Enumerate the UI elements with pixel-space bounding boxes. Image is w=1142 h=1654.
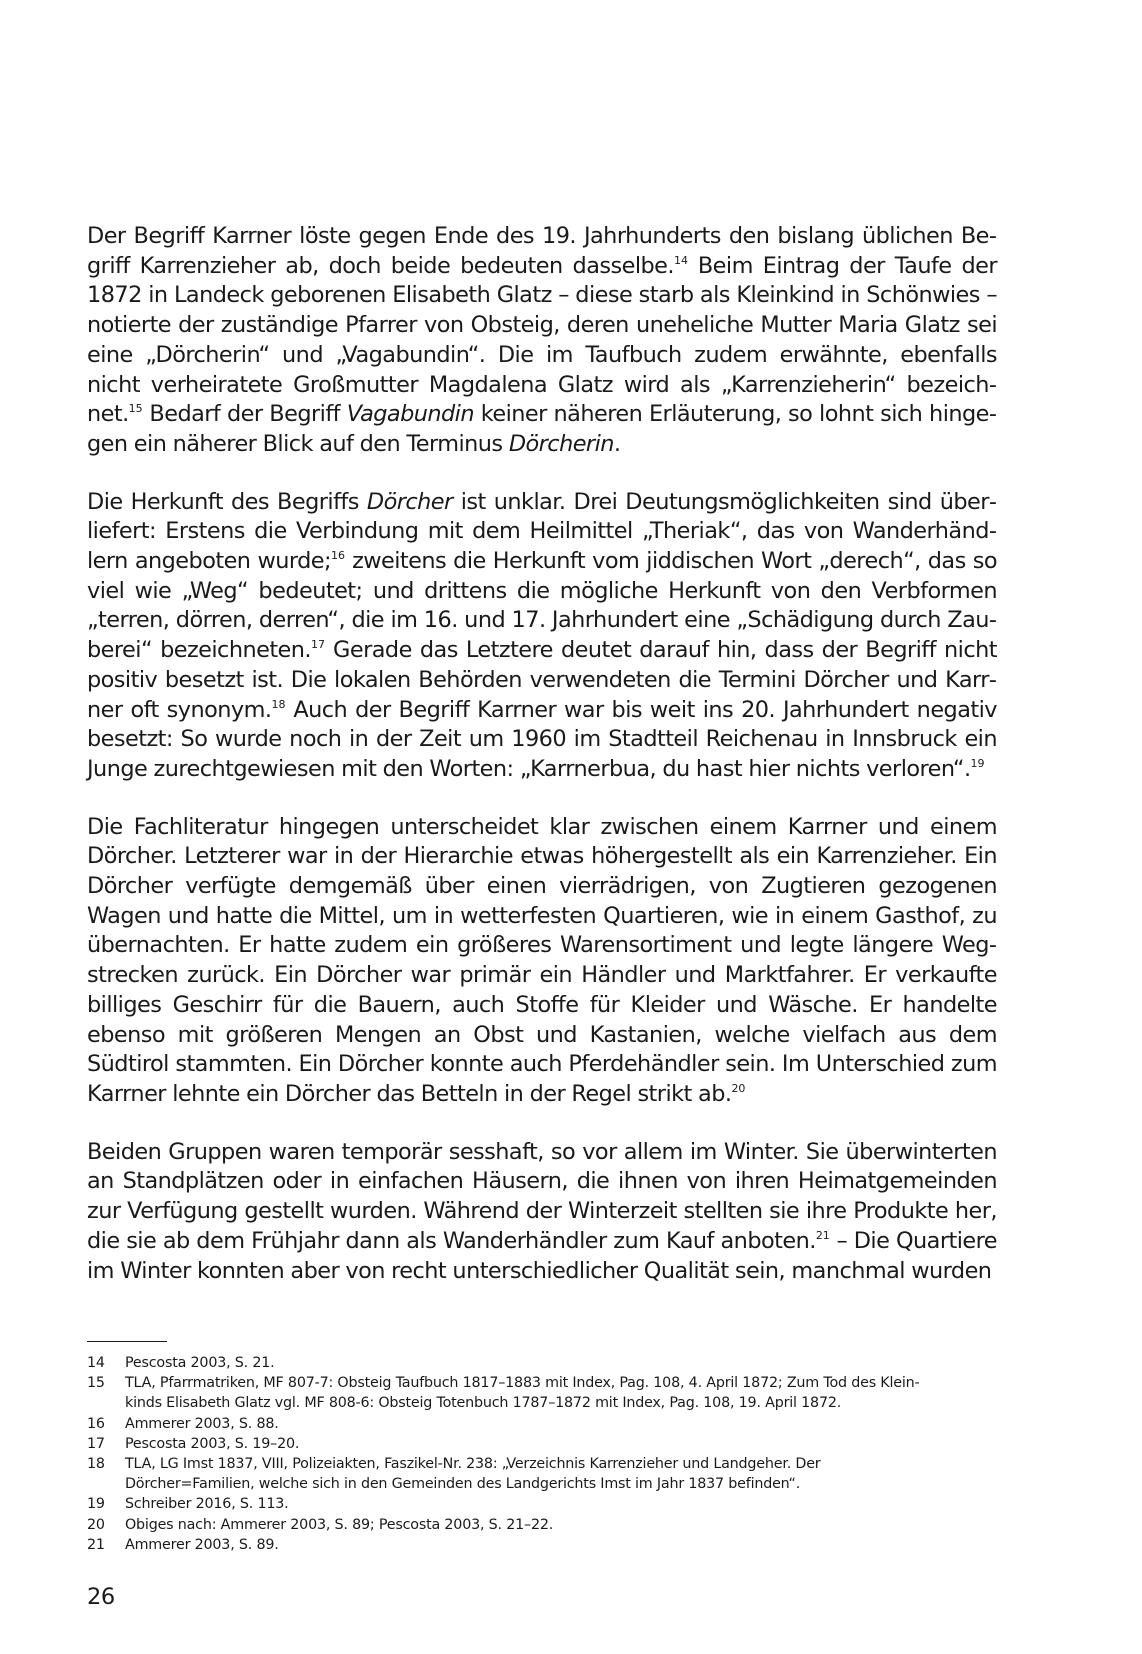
footnote-line: Ammerer 2003, S. 89. bbox=[125, 1536, 279, 1553]
paragraph-text: Die Fachliteratur hingegen unterscheidet klar zwischen einem Karrner und einem Dörcher. Letzterer war in der Hierarchie etwas höhergestellt als ein Karrenzieher. Ein Dörcher verfügte demgemäß über einen vierrädrigen, von Zugtieren gezogenen Wagen und hatte die Mittel, um in wetterfesten Quartieren, wie in einem Gasthof, zu übernachten. Er hatte zudem ein größeres Warensortiment und legte längere Wegstrecken zurück. Ein Dörcher war primär ein Händler und Marktfahrer. Er verkaufte billiges Geschirr für die Bauern, auch Stoffe für Kleider und Wäsche. Er handelte ebenso mit größeren Mengen an Obst und Kastanien, welche vielfach aus dem Südtirol stammten. Ein Dörcher konnte auch Pferdehändler sein. Im Unterschied zum Karrner lehnte ein Dörcher das Betteln in der Regel strikt ab. bbox=[87, 813, 997, 1107]
paragraph-text: Die Herkunft des Begriffs bbox=[87, 488, 367, 515]
footnote-line: TLA, Pfarrmatriken, MF 807-7: Obsteig Taufbuch 1817–1883 mit Index, Pag. 108, 4. April 1872; Zum Tod des Klein- bbox=[125, 1375, 920, 1392]
paragraph-text: Gerade das Letztere deutet darauf hin, dass der Begriff nicht positiv besetzt ist. Die lokalen Behörden verwendeten die Termini Dörcher und Karrner oft synonym. bbox=[87, 637, 997, 723]
footnote-text bbox=[125, 1515, 987, 1535]
footnote-text bbox=[125, 1373, 987, 1413]
paragraph-text: Beim Eintrag der Taufe der 1872 in Landeck geborenen Elisabeth Glatz – diese starb als Kleinkind in Schönwies – notierte der zuständige Pfarrer von Obsteig, deren uneheliche Mutter Maria Glatz sei eine „Dörcherin“ und „Vagabundin“. Die im Taufbuch zudem erwähnte, ebenfalls nicht verheiratete Großmutter Magdalena Glatz wird als „Karrenzieherin“ bezeichnet. bbox=[87, 252, 997, 428]
paragraph-text: Bedarf der Begriff bbox=[142, 401, 347, 428]
footnote-line: Dörcher=Familien, welche sich in den Gemeinden des Landgerichts Imst im Jahr 1837 befinden“. bbox=[125, 1476, 801, 1493]
body-paragraph bbox=[87, 222, 997, 460]
footnote-text bbox=[125, 1454, 987, 1494]
footnote-line: Obiges nach: Ammerer 2003, S. 89; Pescosta 2003, S. 21–22. bbox=[125, 1516, 554, 1533]
footnote-text bbox=[125, 1434, 987, 1454]
footnote-number: 20 bbox=[87, 1516, 105, 1533]
emphasized-term: Dörcher bbox=[366, 488, 453, 515]
footnote bbox=[87, 1434, 987, 1454]
footnote-text bbox=[125, 1494, 987, 1514]
body-text bbox=[87, 222, 997, 1286]
footnote-reference: 18 bbox=[271, 697, 286, 711]
footnote-reference: 15 bbox=[128, 402, 143, 416]
footnote-text bbox=[125, 1353, 987, 1373]
page-number: 26 bbox=[87, 1584, 115, 1610]
body-paragraph bbox=[87, 813, 997, 1110]
footnote-line: Ammerer 2003, S. 88. bbox=[125, 1415, 279, 1432]
paragraph-text: – Die Quartiere im Winter konnten aber von recht unterschiedlicher Qualität sein, manchmal wurden bbox=[87, 1227, 998, 1284]
paragraph-text: Der Begriff Karrner löste gegen Ende des 19. Jahrhunderts den bislang üblichen Begriff Karrenzieher ab, doch beide bedeuten dasselbe. bbox=[87, 223, 997, 279]
footnote-separator bbox=[87, 1341, 167, 1342]
paragraph-text: ist unklar. Drei Deutungsmöglichkeiten sind überliefert: Erstens die Verbindung mit dem Heilmittel „Theriak“, das von Wanderhändlern angeboten wurde; bbox=[87, 488, 997, 575]
footnote-reference: 21 bbox=[815, 1228, 830, 1242]
footnote bbox=[87, 1454, 987, 1494]
footnote-number: 18 bbox=[87, 1456, 105, 1473]
footnote-line: Schreiber 2016, S. 113. bbox=[125, 1496, 289, 1513]
footnote-reference: 20 bbox=[731, 1081, 746, 1095]
footnote-reference: 14 bbox=[673, 253, 688, 267]
paragraph-text: Auch der Begriff Karrner war bis weit ins 20. Jahrhundert negativ besetzt: So wurde noch in der Zeit um 1960 im Stadtteil Reichenau in Innsbruck ein Junge zurechtgewiesen mit den Worten: „Karrnerbua, du hast hier nichts verloren“. bbox=[87, 696, 997, 782]
footnote-text bbox=[125, 1535, 987, 1555]
footnote-number: 17 bbox=[87, 1435, 105, 1452]
footnote-reference: 17 bbox=[310, 638, 325, 652]
footnote bbox=[87, 1353, 987, 1373]
footnote-number: 21 bbox=[87, 1536, 105, 1553]
footnote-reference: 16 bbox=[331, 549, 346, 563]
body-paragraph bbox=[87, 1138, 997, 1287]
paragraph-text: . bbox=[613, 430, 621, 457]
footnote bbox=[87, 1494, 987, 1514]
footnote bbox=[87, 1414, 987, 1434]
footnote bbox=[87, 1515, 987, 1535]
body-paragraph bbox=[87, 488, 997, 785]
footnote-line: Pescosta 2003, S. 19–20. bbox=[125, 1435, 300, 1452]
footnote-number: 16 bbox=[87, 1415, 105, 1432]
footnote-number: 15 bbox=[87, 1375, 105, 1392]
footnote-text bbox=[125, 1414, 987, 1434]
footnote-line: TLA, LG Imst 1837, VIII, Polizeiakten, Faszikel-Nr. 238: „Verzeichnis Karrenzieher und Landgeher. Der bbox=[125, 1456, 821, 1473]
footnote bbox=[87, 1535, 987, 1555]
paragraph-text: Beiden Gruppen waren temporär sesshaft, so vor allem im Winter. Sie überwinterten an Standplätzen oder in einfachen Häusern, die ihnen von ihren Heimatgemeinden zur Verfügung gestellt wurden. Während der Winterzeit stellten sie ihre Produkte her, die sie ab dem Frühjahr dann als Wanderhändler zum Kauf anboten. bbox=[87, 1138, 997, 1254]
paragraph-text: keiner näheren Erläuterung, so lohnt sich hingegen ein näherer Blick auf den Terminus bbox=[87, 401, 997, 457]
footnote-line: Pescosta 2003, S. 21. bbox=[125, 1355, 275, 1371]
footnote-number: 19 bbox=[87, 1496, 105, 1513]
footnote-line: kinds Elisabeth Glatz vgl. MF 808-6: Obsteig Totenbuch 1787–1872 mit Index, Pag. 108, 19. April 1872. bbox=[125, 1395, 842, 1412]
footnote-number: 14 bbox=[87, 1355, 105, 1371]
footnotes bbox=[87, 1353, 987, 1555]
emphasized-term: Dörcherin bbox=[508, 430, 614, 457]
paragraph-text: zweitens die Herkunft vom jiddischen Wort „derech“, das so viel wie „Weg“ bedeutet; und drittens die mögliche Herkunft von den Verbformen „terren, dörren, derren“, die im 16. und 17. Jahrhundert eine „Schädigung durch Zauberei“ bezeichneten. bbox=[87, 548, 997, 664]
footnote bbox=[87, 1373, 987, 1413]
footnote-reference: 19 bbox=[970, 756, 985, 770]
emphasized-term: Vagabundin bbox=[346, 401, 474, 428]
